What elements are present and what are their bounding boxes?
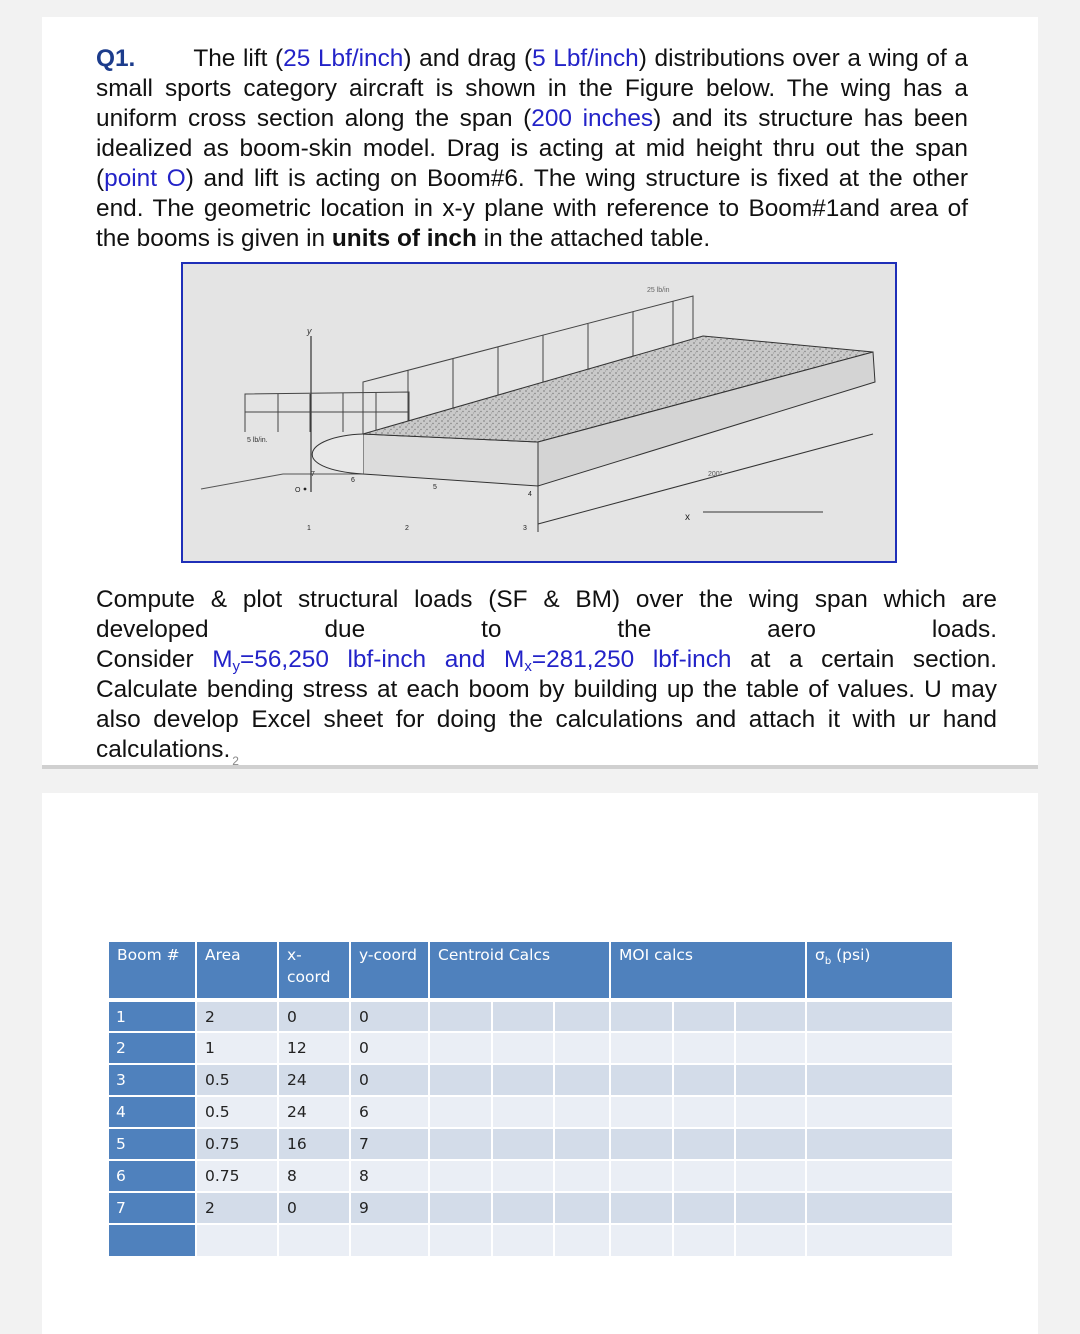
- cell-y: 6: [350, 1096, 429, 1128]
- boom-label-3: 3: [523, 525, 527, 532]
- lift-value: 25 Lbf/inch: [283, 45, 404, 72]
- cell-empty: [673, 1000, 735, 1032]
- cell-empty: [610, 1064, 673, 1096]
- cell-empty: [554, 1192, 610, 1224]
- cell-empty: [429, 1064, 492, 1096]
- cell-empty: [806, 1064, 953, 1096]
- cell-y: 0: [350, 1000, 429, 1032]
- cell-empty: [429, 1096, 492, 1128]
- cell-boom: 5: [109, 1128, 196, 1160]
- cell-empty: [554, 1224, 610, 1256]
- cell-empty: [429, 1192, 492, 1224]
- wing-front-face: [363, 434, 538, 486]
- boom-label-4: 4: [528, 491, 532, 498]
- cell-empty: [492, 1096, 554, 1128]
- task-line-1: Compute & plot structural loads (SF & BM) over the wing span which are developed due to the aero loads.: [96, 586, 997, 643]
- header-y-coord: y-coord: [350, 942, 429, 1000]
- cell-x: 12: [278, 1032, 350, 1064]
- cell-empty: [806, 1160, 953, 1192]
- cell-boom: 3: [109, 1064, 196, 1096]
- table-row: [109, 1224, 953, 1256]
- cell-empty: [554, 1128, 610, 1160]
- cell-empty: [806, 1032, 953, 1064]
- cell-area: 0.5: [196, 1064, 278, 1096]
- cell-empty: [673, 1160, 735, 1192]
- table-row: [109, 1096, 953, 1128]
- task-paragraph: [96, 585, 997, 776]
- cell-empty: [610, 1224, 673, 1256]
- cell-empty: [735, 1160, 806, 1192]
- cell-empty: [429, 1128, 492, 1160]
- question-number: Q1.: [96, 45, 136, 72]
- question-paragraph: Q1. The lift (25 Lbf/inch) and drag (5 Lbf/inch) distributions over a wing of a small sports category aircraft is shown in the Figure below. The wing has a uniform cross section along the span (200 inches) and its structure has been idealized as boom-skin model. Drag is acting at mid height thru out the span (point O) and lift is acting on Boom#6. The wing structure is fixed at the other end. The geometric location in x-y plane with reference to Boom#1and area of the booms is given in units of inch in the attached table.: [96, 45, 968, 252]
- boom-table: [109, 942, 954, 1256]
- wing-figure: [181, 262, 897, 563]
- cell-empty: [492, 1000, 554, 1032]
- cell-y: 7: [350, 1128, 429, 1160]
- cell-y: 0: [350, 1032, 429, 1064]
- boom-label-6: 6: [351, 477, 355, 484]
- cell-empty: [492, 1032, 554, 1064]
- cell-area: 2: [196, 1000, 278, 1032]
- cell-empty: [673, 1064, 735, 1096]
- table-row: [109, 1064, 953, 1096]
- cell-empty: [673, 1128, 735, 1160]
- cell-empty: [673, 1032, 735, 1064]
- cell-empty: [429, 1160, 492, 1192]
- cell-area: 2: [196, 1192, 278, 1224]
- cell-x: 0: [278, 1000, 350, 1032]
- drag-value: 5 Lbf/inch: [532, 45, 639, 72]
- cell-boom: 2: [109, 1032, 196, 1064]
- wing-diagram: [183, 264, 895, 561]
- table-row: [109, 1000, 953, 1032]
- point-o-marker: [304, 488, 307, 491]
- cell-x: [278, 1224, 350, 1256]
- cell-empty: [673, 1096, 735, 1128]
- table-row: [109, 1160, 953, 1192]
- cell-x: 0: [278, 1192, 350, 1224]
- cell-empty: [806, 1000, 953, 1032]
- units-bold: units of inch: [331, 225, 477, 252]
- lift-label: 25 lb/in: [647, 287, 670, 294]
- cell-empty: [735, 1032, 806, 1064]
- header-boom: Boom #: [109, 942, 196, 1000]
- cell-empty: [735, 1128, 806, 1160]
- cell-empty: [554, 1064, 610, 1096]
- cell-empty: [554, 1000, 610, 1032]
- cell-empty: [492, 1064, 554, 1096]
- cell-empty: [735, 1000, 806, 1032]
- task-line-2: Consider $M_y=56,250$ lbf-inch and $M_x=281,250$ lbf-inch at a certain section.: [96, 646, 997, 675]
- cell-empty: [735, 1096, 806, 1128]
- task-line-3: Calculate bending stress at each boom by building up the table of values. U may also develop Excel sheet for doing the calculations and attach it with ur hand calculations. $^2$: [96, 676, 997, 768]
- header-x-coord: x-coord: [278, 942, 350, 1000]
- cell-empty: [492, 1160, 554, 1192]
- cell-empty: [610, 1096, 673, 1128]
- boom-label-7: 7: [311, 471, 315, 478]
- cell-area: 1: [196, 1032, 278, 1064]
- reference-line: [201, 474, 363, 489]
- y-axis-label: y: [307, 326, 312, 336]
- cell-empty: [610, 1128, 673, 1160]
- boom-label-5: 5: [433, 484, 437, 491]
- cell-boom: 1: [109, 1000, 196, 1032]
- cell-empty: [429, 1000, 492, 1032]
- point-value: point O: [104, 165, 186, 192]
- span-label: 200": [708, 471, 723, 478]
- cell-empty: [554, 1160, 610, 1192]
- cell-boom: 7: [109, 1192, 196, 1224]
- cell-empty: [610, 1000, 673, 1032]
- header-centroid: Centroid Calcs: [429, 942, 610, 1000]
- cell-area: 0.75: [196, 1128, 278, 1160]
- cell-y: 9: [350, 1192, 429, 1224]
- table-row: [109, 1192, 953, 1224]
- cell-x: 16: [278, 1128, 350, 1160]
- point-o-label: O: [295, 487, 301, 494]
- cell-empty: [806, 1224, 953, 1256]
- cell-empty: [492, 1192, 554, 1224]
- header-area: Area: [196, 942, 278, 1000]
- cell-empty: [735, 1192, 806, 1224]
- mx-moment: $M_x=281,250$ lbf-inch: [504, 646, 732, 675]
- cell-x: 24: [278, 1064, 350, 1096]
- cell-empty: [806, 1192, 953, 1224]
- cell-boom: 6: [109, 1160, 196, 1192]
- cell-empty: [735, 1224, 806, 1256]
- cell-area: 0.5: [196, 1096, 278, 1128]
- cell-empty: [806, 1096, 953, 1128]
- page-marker: 2: [232, 754, 239, 768]
- cell-empty: [429, 1032, 492, 1064]
- cell-area: 0.75: [196, 1160, 278, 1192]
- wing-leading-edge: [312, 434, 363, 474]
- cell-empty: [492, 1128, 554, 1160]
- drag-load-arrows: [245, 392, 409, 432]
- cell-boom: [109, 1224, 196, 1256]
- cell-empty: [673, 1192, 735, 1224]
- cell-boom: 4: [109, 1096, 196, 1128]
- boom-label-2: 2: [405, 525, 409, 532]
- cell-empty: [610, 1192, 673, 1224]
- cell-y: 0: [350, 1064, 429, 1096]
- cell-empty: [610, 1160, 673, 1192]
- table-body: [109, 1000, 953, 1256]
- cell-empty: [492, 1224, 554, 1256]
- drag-label: 5 lb/in.: [247, 437, 268, 444]
- cell-empty: [554, 1096, 610, 1128]
- span-value: 200 inches: [531, 105, 654, 132]
- cell-empty: [554, 1032, 610, 1064]
- cell-area: [196, 1224, 278, 1256]
- table-row: [109, 1032, 953, 1064]
- cell-empty: [429, 1224, 492, 1256]
- cell-x: 24: [278, 1096, 350, 1128]
- header-sigma: $\sigma_b$ (psi): [806, 942, 953, 1000]
- cell-y: 8: [350, 1160, 429, 1192]
- cell-y: [350, 1224, 429, 1256]
- cell-x: 8: [278, 1160, 350, 1192]
- cell-empty: [806, 1128, 953, 1160]
- cell-empty: [673, 1224, 735, 1256]
- boom-label-1: 1: [307, 525, 311, 532]
- my-moment: $M_y=56,250$ lbf-inch: [212, 646, 427, 675]
- cell-empty: [610, 1032, 673, 1064]
- table-header-row: [109, 942, 953, 1000]
- x-axis-label: x: [685, 512, 690, 523]
- header-moi: MOI calcs: [610, 942, 806, 1000]
- cell-empty: [735, 1064, 806, 1096]
- table-row: [109, 1128, 953, 1160]
